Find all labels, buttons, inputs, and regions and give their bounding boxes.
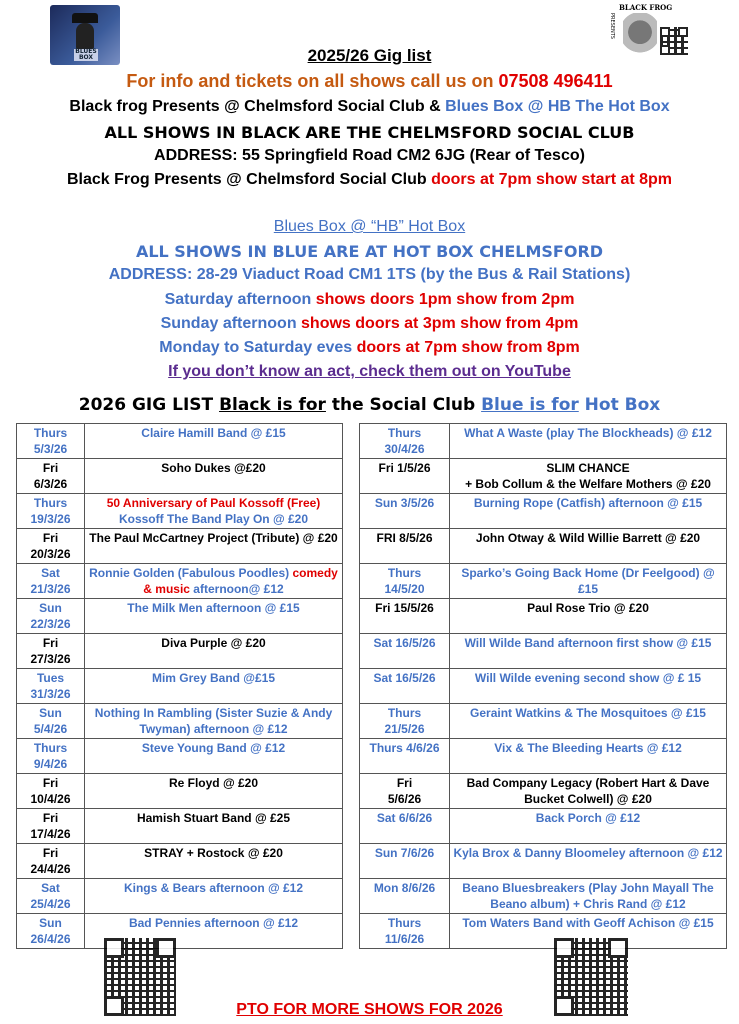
monday-red: doors at 7pm show from 8pm <box>356 339 580 356</box>
bluebox-heading: Blues Box @ “HB” Hot Box <box>273 218 466 235</box>
gig-date: Thurs 21/5/26 <box>360 704 450 739</box>
saturday-red: shows doors 1pm show from 2pm <box>315 291 575 308</box>
black-times-red: doors at 7pm show start at 8pm <box>431 171 673 188</box>
legend-part1: 2026 GIG LIST <box>78 395 220 415</box>
column-gap <box>343 774 360 809</box>
monday-times <box>0 339 739 357</box>
gig-date: Thurs 19/3/26 <box>17 494 85 529</box>
column-gap <box>343 739 360 774</box>
hat-icon <box>72 13 98 23</box>
monday-label: Monday to Saturday eves <box>159 339 357 356</box>
gig-date: Sat 16/5/26 <box>360 634 450 669</box>
legend-part3: the Social Club <box>325 395 482 415</box>
info-line <box>0 71 739 92</box>
golden-afternoon: afternoon@ £12 <box>189 582 284 596</box>
gig-date: Fri 20/3/26 <box>17 529 85 564</box>
gig-date: Sat 25/4/26 <box>17 879 85 914</box>
table-row <box>17 599 727 634</box>
gig-date: Thurs 9/4/26 <box>17 739 85 774</box>
gig-act: Burning Rope (Catfish) afternoon @ £15 <box>450 494 727 529</box>
pto-notice: PTO FOR MORE SHOWS FOR 2026 <box>236 1001 503 1018</box>
gig-date: Fri 6/3/26 <box>17 459 85 494</box>
gig-act: Diva Purple @ £20 <box>85 634 343 669</box>
gig-act: Kings & Bears afternoon @ £12 <box>85 879 343 914</box>
column-gap <box>343 844 360 879</box>
gig-act: Beano Bluesbreakers (Play John Mayall The Beano album) + Chris Rand @ £12 <box>450 879 727 914</box>
presents-black: Black frog Presents @ Chelmsford Social Club & <box>69 98 446 115</box>
column-gap <box>343 529 360 564</box>
gig-act: Kyla Brox & Danny Bloomeley afternoon @ £12 <box>450 844 727 879</box>
gig-act: Paul Rose Trio @ £20 <box>450 599 727 634</box>
gig-act: Vix & The Bleeding Hearts @ £12 <box>450 739 727 774</box>
gig-date: Fri 27/3/26 <box>17 634 85 669</box>
gig-date: Fri 24/4/26 <box>17 844 85 879</box>
saturday-times <box>0 291 739 309</box>
gig-act: Nothing In Rambling (Sister Suzie & Andy Twyman) afternoon @ £12 <box>85 704 343 739</box>
bluebox-shows-heading: ALL SHOWS IN BLUE ARE AT HOT BOX CHELMSFORD <box>135 242 604 261</box>
gig-date: Fri 15/5/26 <box>360 599 450 634</box>
info-phone: 07508 496411 <box>498 71 613 91</box>
gig-act <box>85 494 343 529</box>
gig-date: Tues 31/3/26 <box>17 669 85 704</box>
black-times-line <box>0 171 739 189</box>
gig-date: Sat 6/6/26 <box>360 809 450 844</box>
table-row <box>17 424 727 459</box>
gig-act: John Otway & Wild Willie Barrett @ £20 <box>450 529 727 564</box>
gig-act <box>85 564 343 599</box>
gig-date: Sun 22/3/26 <box>17 599 85 634</box>
table-row <box>17 669 727 704</box>
table-row <box>17 494 727 529</box>
gig-act: Re Floyd @ £20 <box>85 774 343 809</box>
gig-date: Thurs 5/3/26 <box>17 424 85 459</box>
blues-box-logo-text: BLUES BOX <box>75 48 97 61</box>
gig-date: Sun 3/5/26 <box>360 494 450 529</box>
column-gap <box>343 424 360 459</box>
gig-date: Thurs 14/5/20 <box>360 564 450 599</box>
table-row <box>17 739 727 774</box>
gig-act: Bad Pennies afternoon @ £12 <box>85 914 343 949</box>
page-title: 2025/26 Gig list <box>307 46 432 65</box>
sunday-red: shows doors at 3pm show from 4pm <box>301 315 579 332</box>
gig-table-body <box>17 424 727 949</box>
black-address: ADDRESS: 55 Springfield Road CM2 6JG (Rear of Tesco) <box>154 147 585 164</box>
gig-act: Mim Grey Band @£15 <box>85 669 343 704</box>
black-frog-side-text: PRESENTS <box>609 13 615 39</box>
gig-date: Sun 7/6/26 <box>360 844 450 879</box>
table-row <box>17 844 727 879</box>
gig-act: STRAY + Rostock @ £20 <box>85 844 343 879</box>
gig-act: Hamish Stuart Band @ £25 <box>85 809 343 844</box>
gig-act: The Milk Men afternoon @ £15 <box>85 599 343 634</box>
gig-act: SLIM CHANCE + Bob Collum & the Welfare Mothers @ £20 <box>450 459 727 494</box>
gig-act: Soho Dukes @£20 <box>85 459 343 494</box>
sunday-label: Sunday afternoon <box>160 315 302 332</box>
gig-act: Will Wilde evening second show @ £ 15 <box>450 669 727 704</box>
gig-act: Geraint Watkins & The Mosquitoes @ £15 <box>450 704 727 739</box>
presents-line <box>0 98 739 116</box>
sunday-times <box>0 315 739 333</box>
gig-date: Thurs 30/4/26 <box>360 424 450 459</box>
gig-date: Fri 5/6/26 <box>360 774 450 809</box>
black-times-prefix: Black Frog Presents @ Chelmsford Social Club <box>66 171 432 188</box>
table-row <box>17 774 727 809</box>
legend-black: Black is for <box>219 395 326 415</box>
bluebox-address: ADDRESS: 28-29 Viaduct Road CM1 1TS (by the Bus & Rail Stations) <box>108 266 631 283</box>
gig-act: Sparko’s Going Back Home (Dr Feelgood) @ £15 <box>450 564 727 599</box>
gig-date: Fri 17/4/26 <box>17 809 85 844</box>
column-gap <box>343 914 360 949</box>
gig-act: Steve Young Band @ £12 <box>85 739 343 774</box>
info-prefix: For info and tickets on all shows call us on <box>126 71 499 91</box>
gig-date: Fri 1/5/26 <box>360 459 450 494</box>
legend-line <box>0 395 739 415</box>
gig-act: Will Wilde Band afternoon first show @ £15 <box>450 634 727 669</box>
gig-act: Tom Waters Band with Geoff Achison @ £15 <box>450 914 727 949</box>
youtube-note[interactable]: If you don’t know an act, check them out on YouTube <box>168 363 571 380</box>
gig-date: Sun 5/4/26 <box>17 704 85 739</box>
gig-act: Claire Hamill Band @ £15 <box>85 424 343 459</box>
column-gap <box>343 564 360 599</box>
golden-act: Ronnie Golden (Fabulous Poodles) <box>89 566 293 580</box>
column-gap <box>343 599 360 634</box>
gig-date: Mon 8/6/26 <box>360 879 450 914</box>
gig-act: Bad Company Legacy (Robert Hart & Dave Bucket Colwell) @ £20 <box>450 774 727 809</box>
column-gap <box>343 634 360 669</box>
table-row <box>17 809 727 844</box>
black-shows-heading: ALL SHOWS IN BLACK ARE THE CHELMSFORD SOCIAL CLUB <box>104 123 635 142</box>
gig-act: The Paul McCartney Project (Tribute) @ £20 <box>85 529 343 564</box>
column-gap <box>343 459 360 494</box>
legend-blue: Blue is for <box>481 395 579 415</box>
kossoff-anniversary: 50 Anniversary of Paul Kossoff (Free) <box>106 496 321 510</box>
gig-act: Back Porch @ £12 <box>450 809 727 844</box>
presents-blue: Blues Box @ HB The Hot Box <box>445 98 670 115</box>
gig-date: Thurs 11/6/26 <box>360 914 450 949</box>
gig-table <box>16 423 727 949</box>
kossoff-band: Kossoff The Band Play On @ £20 <box>118 512 309 526</box>
gig-date: Sun 26/4/26 <box>17 914 85 949</box>
gig-date: FRI 8/5/26 <box>360 529 450 564</box>
gig-date: Sat 21/3/26 <box>17 564 85 599</box>
column-gap <box>343 669 360 704</box>
gig-date: Fri 10/4/26 <box>17 774 85 809</box>
column-gap <box>343 494 360 529</box>
column-gap <box>343 704 360 739</box>
column-gap <box>343 809 360 844</box>
black-frog-logo-text: BLACK FROG <box>619 3 673 12</box>
legend-part5: Hot Box <box>578 395 661 415</box>
table-row <box>17 879 727 914</box>
gig-date: Thurs 4/6/26 <box>360 739 450 774</box>
table-row <box>17 459 727 494</box>
table-row <box>17 564 727 599</box>
gig-act: What A Waste (play The Blockheads) @ £12 <box>450 424 727 459</box>
saturday-label: Saturday afternoon <box>164 291 316 308</box>
table-row <box>17 634 727 669</box>
table-row <box>17 529 727 564</box>
column-gap <box>343 879 360 914</box>
gig-date: Sat 16/5/26 <box>360 669 450 704</box>
table-row <box>17 704 727 739</box>
golden-comedy: comedy & music <box>143 566 338 596</box>
